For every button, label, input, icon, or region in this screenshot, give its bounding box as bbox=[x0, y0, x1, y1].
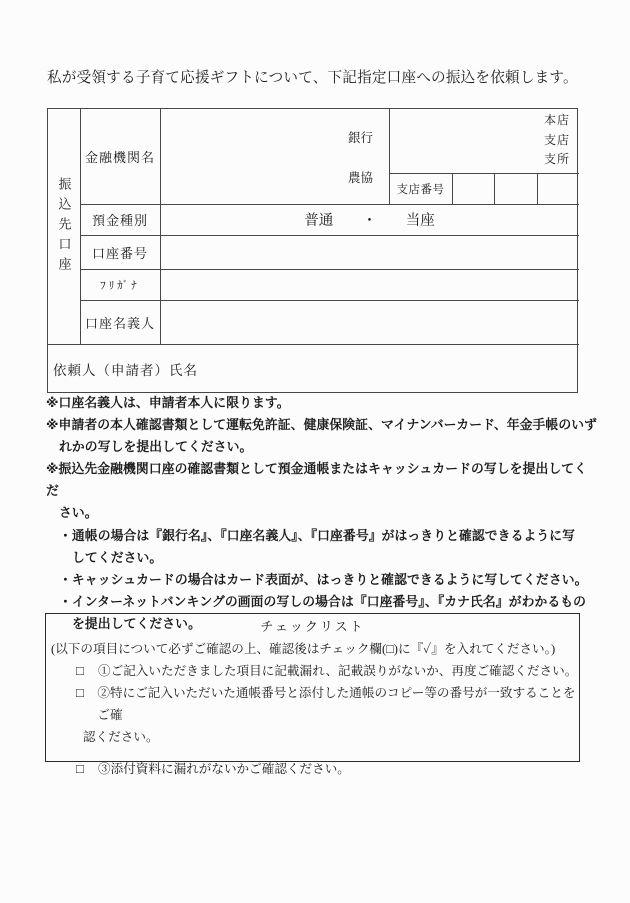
checklist-item-2-continuation: 認ください。 bbox=[83, 730, 159, 744]
checklist-item-2 bbox=[46, 682, 579, 726]
furigana-field[interactable] bbox=[161, 270, 578, 299]
checklist-item-text: ①ご記入いただきました項目に記載漏れ、記載誤りがないか、再度ご確認ください。 bbox=[98, 664, 578, 678]
option-head-office[interactable]: 本店 bbox=[543, 113, 570, 127]
branch-number-cell-3[interactable] bbox=[538, 174, 579, 204]
checklist-item-1 bbox=[46, 660, 579, 682]
note-line: ・インターネットバンキングの画面の写しの場合は『口座番号』、『カナ氏名』がわかるもの bbox=[59, 593, 587, 609]
note-line: ・キャッシュカードの場合はカード表面が、はっきりと確認できるように写してください。 bbox=[59, 571, 588, 587]
checklist-title: チェックリスト bbox=[260, 619, 365, 634]
branch-number-cell-2[interactable] bbox=[495, 174, 537, 204]
note-line: ・通帳の場合は『銀行名』、『口座名義人』、『口座番号』がはっきりと確認できるように写 bbox=[59, 527, 576, 543]
note-line: してください。 bbox=[72, 549, 163, 565]
option-branch-office[interactable]: 支店 bbox=[543, 132, 570, 147]
option-agricultural-coop[interactable]: 農協 bbox=[347, 171, 373, 185]
checklist-box bbox=[45, 613, 580, 776]
account-number-label: 口座番号 bbox=[91, 245, 148, 261]
furigana-label: ﾌﾘｶﾞﾅ bbox=[100, 279, 140, 292]
institution-name-field[interactable] bbox=[161, 110, 389, 204]
option-sub-branch[interactable]: 支所 bbox=[543, 152, 570, 166]
deposit-type-label: 預金種別 bbox=[91, 213, 148, 228]
note-line: を提出してください。 bbox=[72, 615, 201, 631]
option-bank[interactable]: 銀行 bbox=[347, 131, 373, 145]
checklist-item-3 bbox=[46, 758, 579, 780]
note-line: れかの写しを提出してください。 bbox=[59, 439, 253, 455]
institution-name-label: 金融機関名 bbox=[84, 150, 155, 165]
checkbox-2[interactable]: □ bbox=[76, 685, 84, 700]
deposit-option-separator: ・ bbox=[362, 213, 377, 229]
branch-type-options bbox=[389, 111, 579, 173]
note-line: ※振込先金融機関口座の確認書類として預金通帳またはキャッシュカードの写しを提出してくだ bbox=[46, 461, 588, 499]
note-line: ※申請者の本人確認書類として運転免許証、健康保険証、マイナンバーカード、年金手帳のいず bbox=[46, 417, 598, 433]
note-line: さい。 bbox=[59, 505, 98, 521]
checklist-instruction: (以下の項目について必ずご確認の上、確認後はチェック欄(□)に『✓』を入れてください。) bbox=[51, 642, 556, 656]
requester-name-field[interactable] bbox=[198, 345, 578, 393]
checkbox-3[interactable]: □ bbox=[76, 761, 84, 776]
deposit-type-values bbox=[160, 204, 579, 235]
note-line: ※口座名義人は、申請者本人に限ります。 bbox=[46, 395, 290, 410]
account-holder-field[interactable] bbox=[161, 301, 578, 343]
account-number-field[interactable] bbox=[161, 236, 578, 268]
branch-number-label: 支店番号 bbox=[396, 183, 445, 196]
account-holder-label: 口座名義人 bbox=[84, 315, 155, 331]
checkbox-1[interactable]: □ bbox=[76, 663, 84, 678]
notes-section bbox=[46, 392, 598, 635]
option-ordinary[interactable]: 普通 bbox=[304, 213, 334, 229]
intro-sentence: 私が受領する子育て応援ギフトについて、下記指定口座への振込を依頼します。 bbox=[47, 70, 578, 86]
account-table bbox=[47, 108, 578, 393]
requester-name-label: 依頼人（申請者）氏名 bbox=[53, 363, 198, 378]
branch-number-cell-1[interactable] bbox=[453, 174, 494, 204]
checklist-item-text: ②特にご記入いただいた通帳番号と添付した通帳のコピー等の番号が一致することをご確 bbox=[97, 686, 576, 722]
transfer-account-group-label: 振込先口座 bbox=[56, 177, 72, 277]
option-current[interactable]: 当座 bbox=[405, 213, 435, 229]
checklist-item-text: ③添付資料に漏れがないかご確認ください。 bbox=[98, 762, 350, 776]
